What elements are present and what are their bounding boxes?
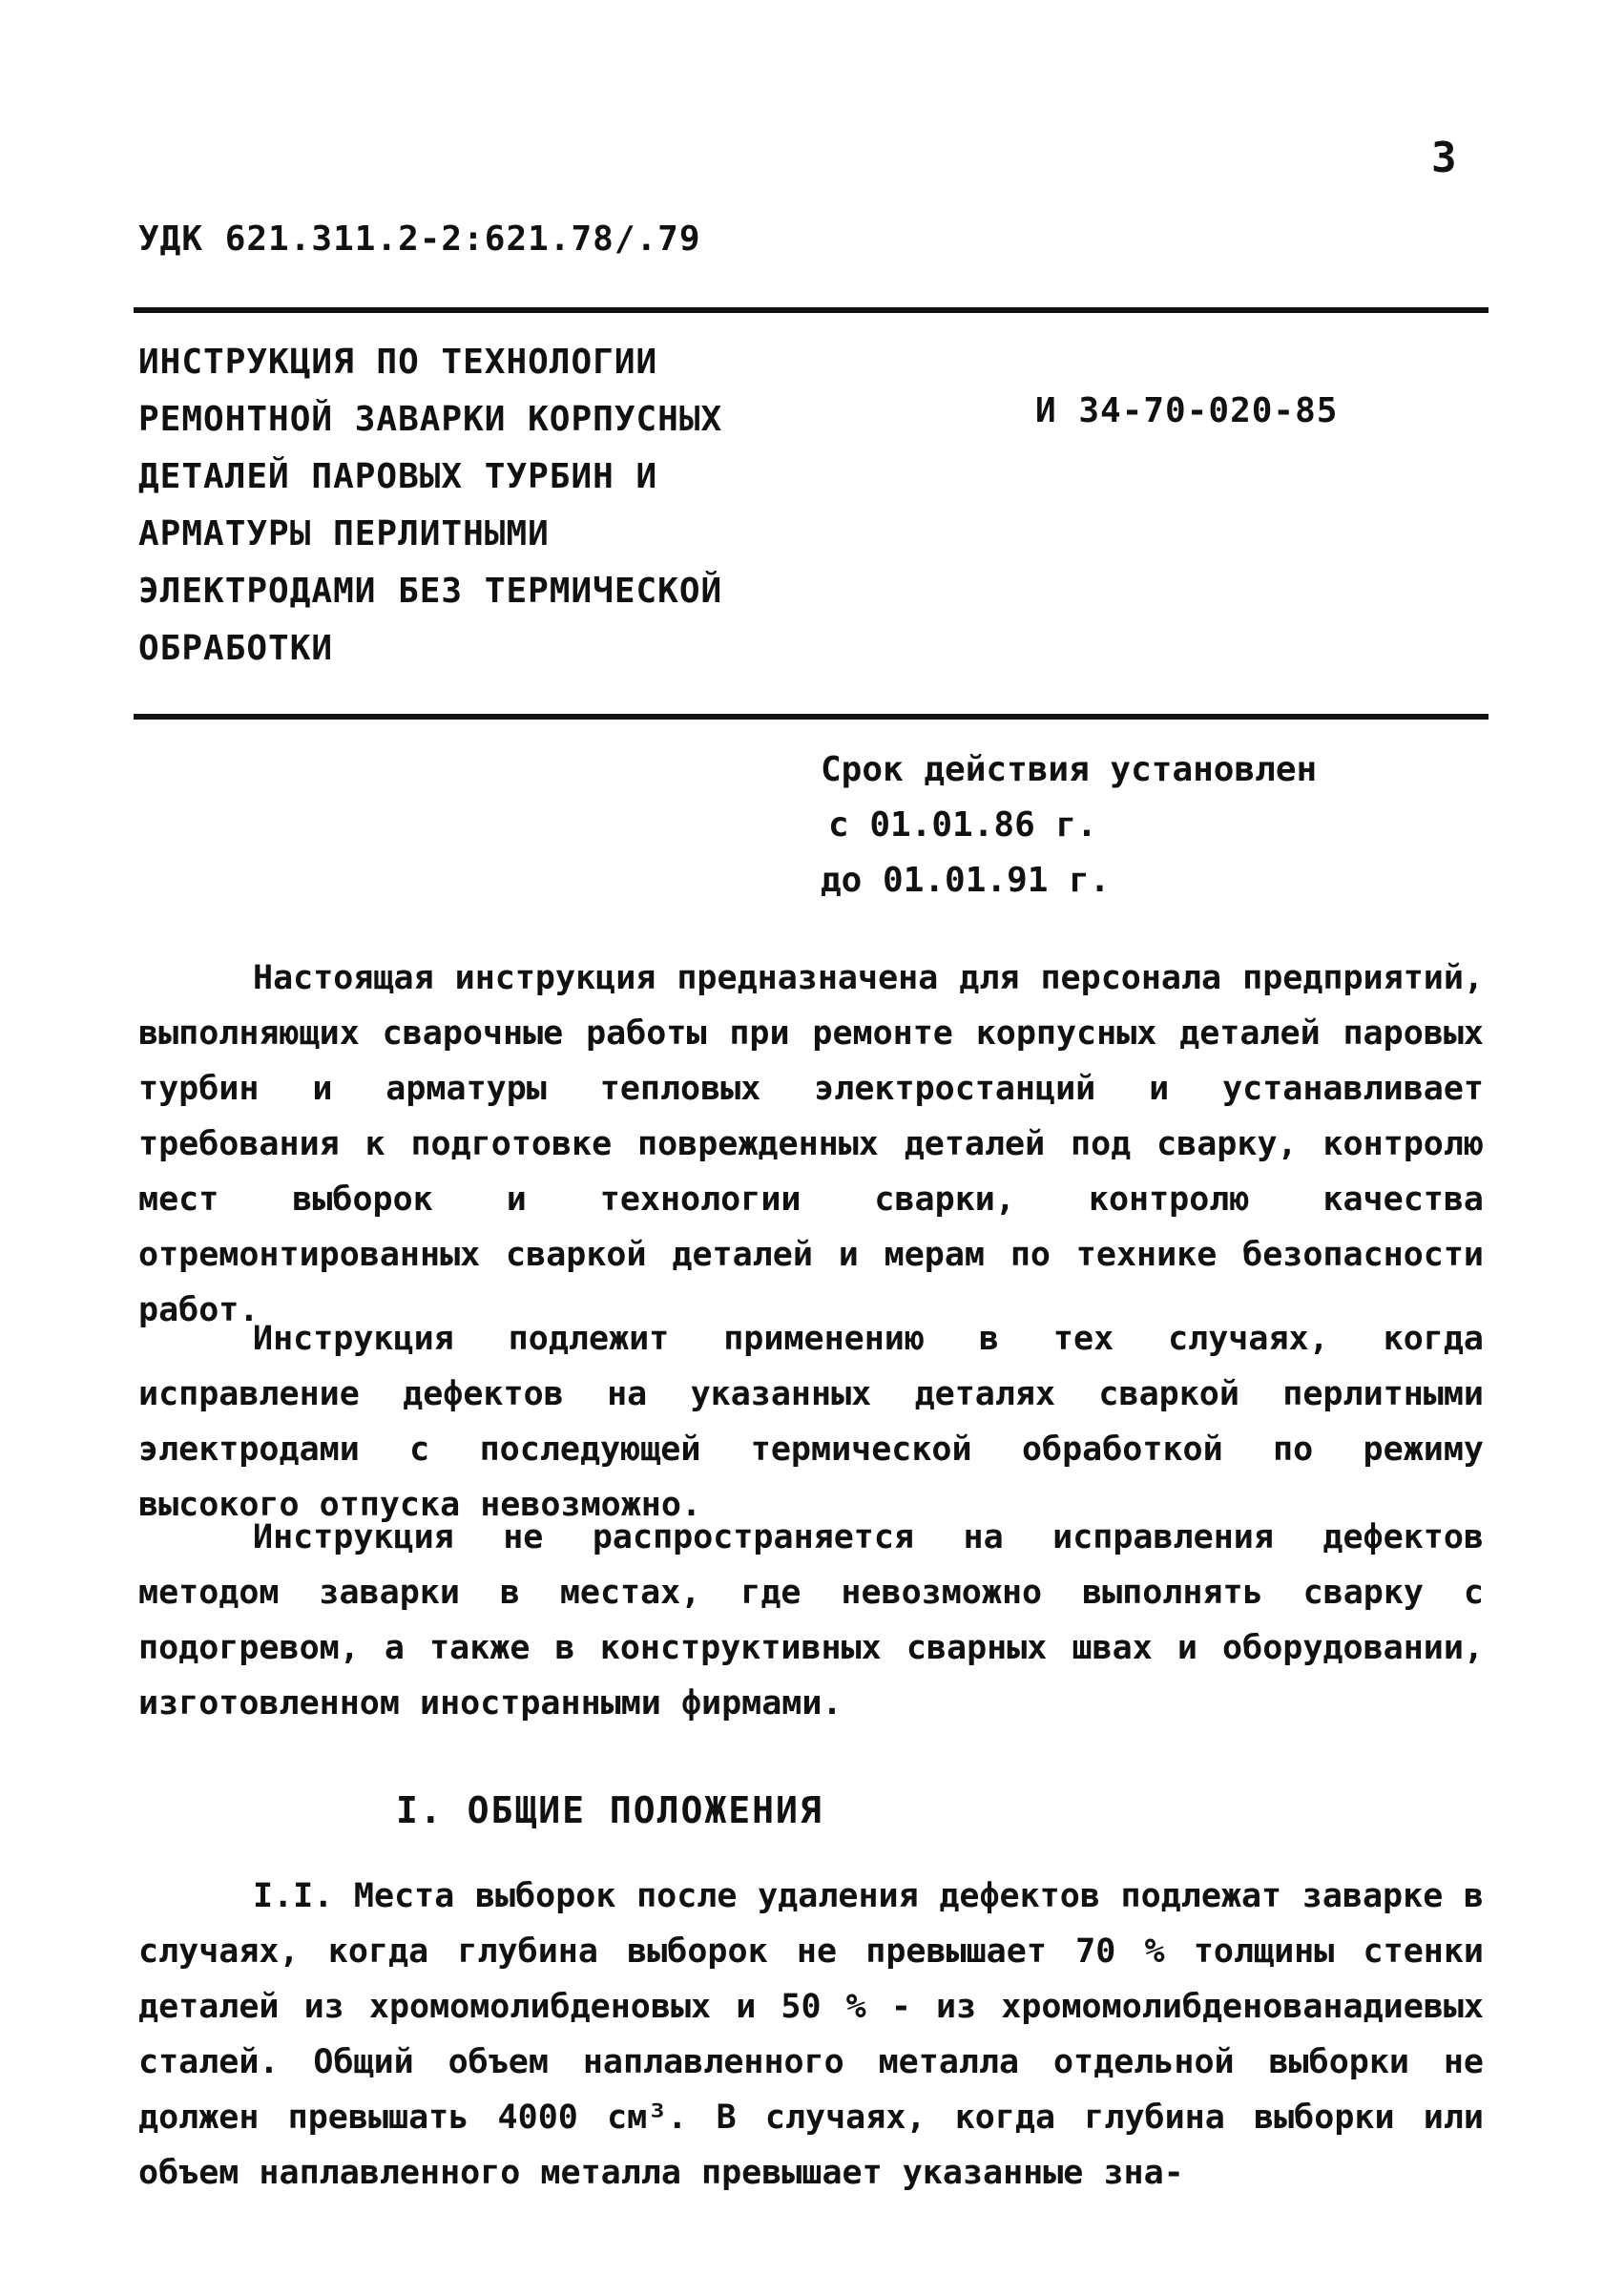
validity-line-3: до 01.01.91 г. <box>821 861 1111 900</box>
intro-paragraph-1: Настоящая инструкция предназначена для персонала предприятий, выполняющих сварочные работы при ремонте корпусных деталей паровых турбин и арматуры тепловых электростанций и устанавливает требования к подготовке поврежденных деталей под сварку, контролю мест выборок и технологии сварки, контролю качества отремонтированных сваркой деталей и мерам по технике безопасности работ. <box>138 959 1484 1329</box>
validity-line-1: Срок действия установлен <box>821 750 1318 789</box>
intro-paragraph-2: Инструкция подлежит применению в тех случаях, когда исправление дефектов на указанных деталях сваркой перлитными электродами с последующей термической обработкой по режиму высокого отпуска невозможно. <box>138 1320 1484 1524</box>
page-number: 3 <box>1431 134 1457 182</box>
validity-line-2: с 01.01.86 г. <box>828 805 1097 845</box>
bottom-rule <box>134 714 1489 720</box>
top-rule <box>134 307 1489 313</box>
clause-1-1: I.I. Места выборок после удаления дефектов подлежат заварке в случаях, когда глубина выборок не превышает 70 % толщины стенки деталей из хромомолибденовых и 50 % - из хромомолибденованадиевых сталей. Общий объем наплавленного металла отдельной выборки не должен превышать 4000 см³. В случаях, когда глубина выборки или объем наплавленного металла превышает указанные зна- <box>138 1877 1484 2192</box>
document-code: И 34-70-020-85 <box>1035 391 1339 430</box>
udk-code: УДК 621.311.2-2:621.78/.79 <box>138 219 701 259</box>
intro-paragraph-3: Инструкция не распространяется на исправления дефектов методом заварки в местах, где невозможно выполнять сварку с подогревом, а также в конструктивных сварных швах и оборудовании, изготовленном иностранными фирмами. <box>138 1518 1484 1723</box>
validity-block <box>821 742 1317 908</box>
section-heading: I. ОБЩИЕ ПОЛОЖЕНИЯ <box>396 1789 823 1831</box>
document-title: ИНСТРУКЦИЯ ПО ТЕХНОЛОГИИ РЕМОНТНОЙ ЗАВАРКИ КОРПУСНЫХ ДЕТАЛЕЙ ПАРОВЫХ ТУРБИН И АРМАТУРЫ ПЕРЛИТНЫМИ ЭЛЕКТРОДАМИ БЕЗ ТЕРМИЧЕСКОЙ ОБРАБОТКИ <box>138 343 723 668</box>
